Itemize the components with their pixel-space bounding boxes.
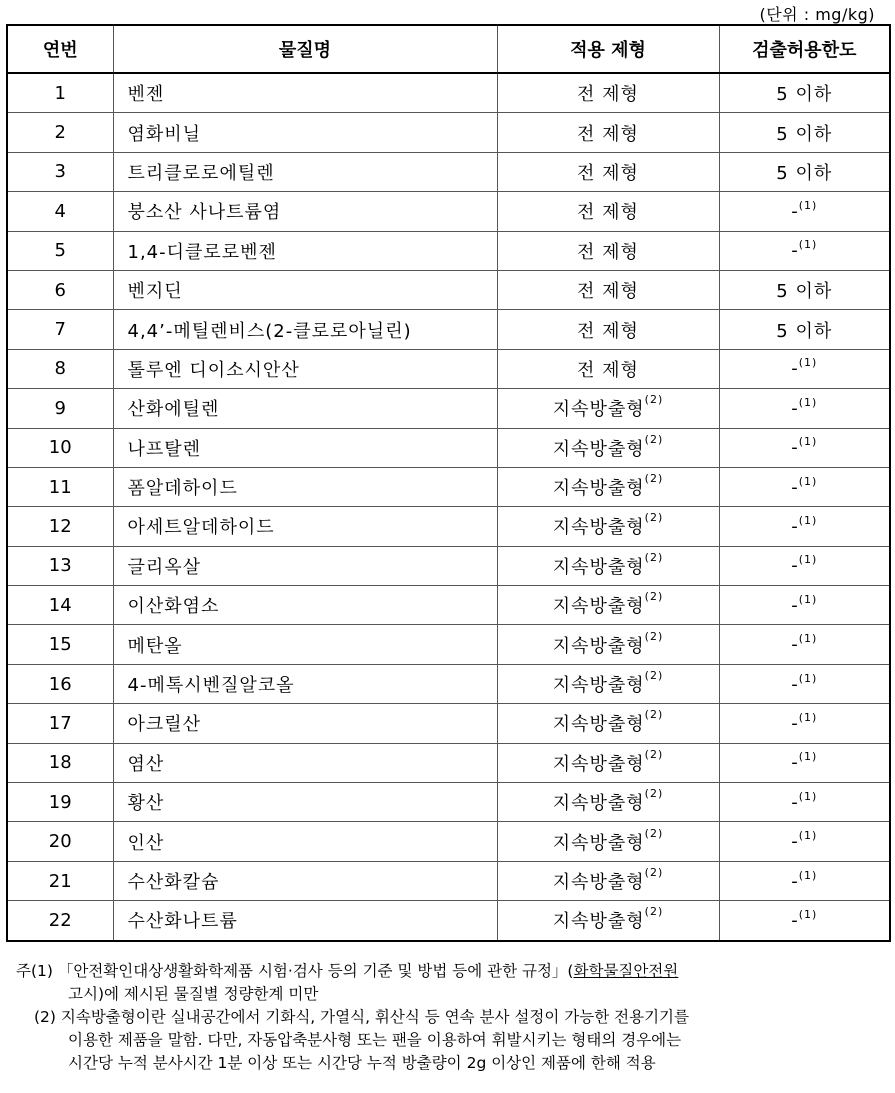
cell-no-text: 22 <box>48 909 72 931</box>
table-row <box>7 428 890 467</box>
cell-formulation-type-footnote-ref: (2) <box>644 747 664 761</box>
cell-detection-limit <box>719 625 890 664</box>
cell-detection-limit-footnote-ref: (1) <box>798 435 818 449</box>
cell-no-text: 16 <box>48 673 72 695</box>
cell-no-text: 15 <box>48 634 72 656</box>
cell-substance-name <box>113 467 497 506</box>
cell-substance-name <box>113 743 497 782</box>
cell-substance-name-text: 1,4-디클로로벤젠 <box>127 241 277 263</box>
cell-no <box>7 743 113 782</box>
cell-substance-name <box>113 507 497 546</box>
cell-detection-limit-footnote-ref: (1) <box>798 592 818 606</box>
cell-formulation-type <box>497 507 719 546</box>
cell-formulation-type-text: 지속방출형 <box>552 596 645 618</box>
cell-detection-limit <box>719 113 890 152</box>
cell-formulation-type <box>497 901 719 941</box>
cell-substance-name-text: 아크릴산 <box>127 714 202 736</box>
cell-formulation-type-text: 지속방출형 <box>552 635 645 657</box>
cell-no-text: 12 <box>48 515 72 537</box>
cell-no-text: 6 <box>54 279 66 301</box>
cell-detection-limit <box>719 270 890 309</box>
cell-formulation-type <box>497 861 719 900</box>
cell-substance-name <box>113 664 497 703</box>
table-row <box>7 507 890 546</box>
cell-no <box>7 349 113 388</box>
cell-detection-limit-text: 5 이하 <box>776 320 833 342</box>
cell-formulation-type <box>497 546 719 585</box>
cell-substance-name-text: 트리클로로에틸렌 <box>127 162 275 184</box>
table-row <box>7 586 890 625</box>
cell-no <box>7 310 113 349</box>
cell-formulation-type-footnote-ref: (2) <box>644 432 664 446</box>
cell-detection-limit <box>719 822 890 861</box>
cell-no-text: 17 <box>48 712 72 734</box>
cell-substance-name-text: 염산 <box>127 753 165 775</box>
cell-substance-name <box>113 704 497 743</box>
cell-formulation-type <box>497 783 719 822</box>
cell-detection-limit <box>719 901 890 941</box>
footnote-2-line2: 이용한 제품을 말함. 다만, 자동압축분사형 또는 팬을 이용하여 휘발시키는 형태의 경우에는 <box>68 1031 682 1049</box>
cell-no-text: 10 <box>48 437 72 459</box>
table-row <box>7 901 890 941</box>
header-no: 연번 <box>7 25 113 73</box>
cell-no <box>7 704 113 743</box>
cell-formulation-type-text: 전 제형 <box>577 241 639 263</box>
cell-formulation-type-text: 지속방출형 <box>552 793 645 815</box>
cell-detection-limit-text: 5 이하 <box>776 84 833 106</box>
cell-detection-limit-text: 5 이하 <box>776 123 833 145</box>
footnote-1-line2: 고시)에 제시된 물질별 정량한계 미만 <box>68 985 319 1003</box>
cell-detection-limit-footnote-ref: (1) <box>798 198 818 212</box>
cell-detection-limit <box>719 783 890 822</box>
cell-formulation-type <box>497 467 719 506</box>
cell-detection-limit <box>719 586 890 625</box>
cell-detection-limit-footnote-ref: (1) <box>798 671 818 685</box>
cell-substance-name <box>113 73 497 113</box>
cell-detection-limit-text: 5 이하 <box>776 162 833 184</box>
cell-no <box>7 507 113 546</box>
cell-formulation-type <box>497 704 719 743</box>
cell-no <box>7 231 113 270</box>
cell-detection-limit-text: - <box>791 358 799 380</box>
cell-detection-limit <box>719 467 890 506</box>
table-row <box>7 861 890 900</box>
cell-detection-limit-text: - <box>791 870 799 892</box>
cell-detection-limit <box>719 743 890 782</box>
cell-substance-name <box>113 861 497 900</box>
cell-detection-limit-text: - <box>791 555 799 577</box>
cell-detection-limit-text: - <box>791 594 799 616</box>
cell-formulation-type-footnote-ref: (2) <box>644 629 664 643</box>
cell-detection-limit-text: - <box>791 752 799 774</box>
cell-substance-name-text: 벤지딘 <box>127 281 183 303</box>
table-row <box>7 743 890 782</box>
cell-detection-limit <box>719 192 890 231</box>
cell-formulation-type <box>497 822 719 861</box>
cell-detection-limit <box>719 507 890 546</box>
cell-substance-name-text: 글리옥살 <box>127 556 202 578</box>
cell-no <box>7 270 113 309</box>
cell-detection-limit-footnote-ref: (1) <box>798 474 818 488</box>
cell-no <box>7 625 113 664</box>
cell-no-text: 11 <box>48 476 72 498</box>
cell-formulation-type <box>497 231 719 270</box>
table-row <box>7 310 890 349</box>
cell-detection-limit <box>719 349 890 388</box>
cell-detection-limit <box>719 152 890 191</box>
table-header-row <box>7 25 890 73</box>
cell-detection-limit-footnote-ref: (1) <box>798 829 818 843</box>
cell-formulation-type-text: 전 제형 <box>577 84 639 106</box>
cell-formulation-type-text: 지속방출형 <box>552 399 645 421</box>
cell-no <box>7 152 113 191</box>
cell-no-text: 3 <box>54 161 66 183</box>
cell-no-text: 2 <box>54 122 66 144</box>
cell-formulation-type <box>497 664 719 703</box>
cell-detection-limit-footnote-ref: (1) <box>798 710 818 724</box>
cell-substance-name-text: 4-메톡시벤질알코올 <box>127 675 295 697</box>
cell-detection-limit-footnote-ref: (1) <box>798 238 818 252</box>
cell-substance-name-text: 인산 <box>127 832 165 854</box>
cell-formulation-type-footnote-ref: (2) <box>644 826 664 840</box>
cell-formulation-type-footnote-ref: (2) <box>644 787 664 801</box>
cell-detection-limit <box>719 704 890 743</box>
cell-substance-name <box>113 349 497 388</box>
cell-substance-name <box>113 192 497 231</box>
cell-detection-limit <box>719 73 890 113</box>
cell-substance-name-text: 붕소산 사나트륨염 <box>127 202 282 224</box>
cell-detection-limit-text: - <box>791 200 799 222</box>
cell-formulation-type-footnote-ref: (2) <box>644 550 664 564</box>
cell-no <box>7 901 113 941</box>
cell-formulation-type-text: 지속방출형 <box>552 911 645 933</box>
cell-detection-limit <box>719 389 890 428</box>
cell-detection-limit-text: - <box>791 476 799 498</box>
footnote-2-line3: 시간당 누적 분사시간 1분 이상 또는 시간당 누적 방출량이 2g 이상인 제품에 한해 적용 <box>68 1054 656 1072</box>
cell-detection-limit-footnote-ref: (1) <box>798 868 818 882</box>
cell-detection-limit-footnote-ref: (1) <box>798 907 818 921</box>
cell-detection-limit-text: - <box>791 712 799 734</box>
cell-no-text: 19 <box>48 791 72 813</box>
cell-formulation-type-text: 지속방출형 <box>552 753 645 775</box>
cell-no-text: 20 <box>48 831 72 853</box>
cell-formulation-type-text: 전 제형 <box>577 202 639 224</box>
cell-substance-name-text: 폼알데하이드 <box>127 478 238 500</box>
cell-detection-limit <box>719 428 890 467</box>
cell-no-text: 21 <box>48 870 72 892</box>
table-row <box>7 822 890 861</box>
cell-no <box>7 113 113 152</box>
header-limit: 검출허용한도 <box>719 25 890 73</box>
cell-detection-limit-text: - <box>791 791 799 813</box>
cell-formulation-type-footnote-ref: (2) <box>644 866 664 879</box>
cell-substance-name-text: 벤젠 <box>127 84 165 106</box>
cell-no <box>7 467 113 506</box>
table-row <box>7 231 890 270</box>
cell-detection-limit-text: - <box>791 437 799 459</box>
footnote-2 <box>16 1006 886 1075</box>
cell-no <box>7 428 113 467</box>
cell-detection-limit-footnote-ref: (1) <box>798 513 818 527</box>
cell-detection-limit-text: - <box>791 673 799 695</box>
cell-formulation-type <box>497 428 719 467</box>
cell-no-text: 13 <box>48 555 72 577</box>
cell-detection-limit-footnote-ref: (1) <box>798 750 818 764</box>
cell-substance-name <box>113 901 497 941</box>
cell-no-text: 9 <box>54 397 66 419</box>
cell-formulation-type-text: 지속방출형 <box>552 517 645 539</box>
cell-substance-name <box>113 586 497 625</box>
cell-substance-name-text: 나프탈렌 <box>127 438 202 460</box>
cell-no <box>7 389 113 428</box>
cell-formulation-type-footnote-ref: (2) <box>644 472 664 486</box>
cell-no-text: 8 <box>54 358 66 380</box>
cell-substance-name-text: 메탄올 <box>127 635 183 657</box>
cell-formulation-type-text: 전 제형 <box>577 320 639 342</box>
table-row <box>7 349 890 388</box>
cell-formulation-type-text: 전 제형 <box>577 281 639 303</box>
cell-no <box>7 664 113 703</box>
table-row <box>7 546 890 585</box>
cell-detection-limit <box>719 310 890 349</box>
cell-detection-limit-text: - <box>791 240 799 262</box>
cell-detection-limit-text: 5 이하 <box>776 281 833 303</box>
footnote-1-text: 주(1) 「안전확인대상생활화학제품 시험·검사 등의 기준 및 방법 등에 관한 규정」( <box>16 962 574 980</box>
cell-no-text: 1 <box>54 82 66 104</box>
substance-table <box>6 24 891 942</box>
cell-detection-limit-text: - <box>791 831 799 853</box>
footnote-1-link[interactable]: 화학물질안전원 <box>573 962 679 980</box>
cell-substance-name-text: 산화에틸렌 <box>127 399 220 421</box>
cell-substance-name <box>113 310 497 349</box>
cell-formulation-type-text: 지속방출형 <box>552 438 645 460</box>
cell-detection-limit-footnote-ref: (1) <box>798 356 818 370</box>
cell-formulation-type <box>497 192 719 231</box>
cell-formulation-type-footnote-ref: (2) <box>644 905 664 919</box>
cell-detection-limit <box>719 664 890 703</box>
cell-formulation-type-footnote-ref: (2) <box>644 590 664 604</box>
cell-formulation-type-footnote-ref: (2) <box>644 708 664 722</box>
cell-substance-name-text: 황산 <box>127 793 165 815</box>
footnotes <box>16 960 886 1075</box>
cell-formulation-type <box>497 270 719 309</box>
cell-formulation-type <box>497 113 719 152</box>
cell-formulation-type <box>497 349 719 388</box>
cell-substance-name <box>113 152 497 191</box>
table-row <box>7 192 890 231</box>
table-row <box>7 467 890 506</box>
footnote-2-line1: (2) 지속방출형이란 실내공간에서 기화식, 가열식, 휘산식 등 연속 분사 설정이 가능한 전용기기를 <box>34 1008 689 1026</box>
cell-detection-limit <box>719 546 890 585</box>
cell-formulation-type <box>497 152 719 191</box>
table-row <box>7 389 890 428</box>
table-row <box>7 270 890 309</box>
cell-detection-limit-footnote-ref: (1) <box>798 632 818 646</box>
cell-substance-name-text: 수산화칼슘 <box>127 872 220 893</box>
cell-substance-name <box>113 389 497 428</box>
cell-formulation-type <box>497 310 719 349</box>
cell-substance-name-text: 수산화나트륨 <box>127 911 238 933</box>
cell-substance-name-text: 염화비닐 <box>127 123 202 145</box>
cell-detection-limit-text: - <box>791 397 799 419</box>
cell-no <box>7 861 113 900</box>
cell-detection-limit <box>719 231 890 270</box>
cell-detection-limit <box>719 861 890 900</box>
cell-formulation-type-footnote-ref: (2) <box>644 393 664 407</box>
table-row <box>7 783 890 822</box>
cell-substance-name <box>113 546 497 585</box>
cell-detection-limit-text: - <box>791 909 799 931</box>
cell-detection-limit-footnote-ref: (1) <box>798 553 818 567</box>
cell-formulation-type <box>497 389 719 428</box>
cell-no <box>7 586 113 625</box>
cell-substance-name <box>113 113 497 152</box>
cell-formulation-type <box>497 73 719 113</box>
cell-substance-name-text: 이산화염소 <box>127 596 220 618</box>
cell-formulation-type-footnote-ref: (2) <box>644 511 664 525</box>
table-row <box>7 704 890 743</box>
cell-substance-name-text: 4,4’-메틸렌비스(2-클로로아닐린) <box>127 320 412 342</box>
table-row <box>7 664 890 703</box>
table-row <box>7 625 890 664</box>
cell-formulation-type <box>497 586 719 625</box>
cell-no <box>7 822 113 861</box>
footnote-1 <box>16 960 886 1006</box>
cell-formulation-type-text: 지속방출형 <box>552 556 645 578</box>
cell-detection-limit-footnote-ref: (1) <box>798 789 818 803</box>
cell-substance-name <box>113 625 497 664</box>
cell-substance-name-text: 톨루엔 디이소시안산 <box>127 359 300 381</box>
cell-no <box>7 783 113 822</box>
header-type: 적용 제형 <box>497 25 719 73</box>
cell-formulation-type-text: 지속방출형 <box>552 675 645 697</box>
cell-formulation-type <box>497 743 719 782</box>
cell-substance-name <box>113 270 497 309</box>
cell-no-text: 18 <box>48 752 72 774</box>
cell-formulation-type-text: 전 제형 <box>577 123 639 145</box>
table-row <box>7 152 890 191</box>
cell-no <box>7 73 113 113</box>
cell-formulation-type <box>497 625 719 664</box>
cell-detection-limit-footnote-ref: (1) <box>798 395 818 409</box>
header-name: 물질명 <box>113 25 497 73</box>
cell-formulation-type-text: 지속방출형 <box>552 832 645 854</box>
cell-formulation-type-text: 전 제형 <box>577 359 639 381</box>
cell-substance-name <box>113 783 497 822</box>
cell-substance-name <box>113 231 497 270</box>
cell-no-text: 14 <box>48 594 72 616</box>
cell-no <box>7 546 113 585</box>
cell-formulation-type-text: 지속방출형 <box>552 872 645 893</box>
cell-substance-name-text: 아세트알데하이드 <box>127 517 275 539</box>
cell-formulation-type-text: 지속방출형 <box>552 478 645 500</box>
cell-detection-limit-text: - <box>791 634 799 656</box>
cell-no-text: 5 <box>54 240 66 262</box>
cell-no-text: 4 <box>54 200 66 222</box>
cell-formulation-type-text: 지속방출형 <box>552 714 645 736</box>
table-row <box>7 73 890 113</box>
cell-substance-name <box>113 822 497 861</box>
cell-formulation-type-text: 전 제형 <box>577 162 639 184</box>
cell-substance-name <box>113 428 497 467</box>
table-row <box>7 113 890 152</box>
cell-detection-limit-text: - <box>791 515 799 537</box>
cell-no-text: 7 <box>54 319 66 341</box>
cell-no <box>7 192 113 231</box>
cell-formulation-type-footnote-ref: (2) <box>644 669 664 683</box>
unit-label: (단위 : mg/kg) <box>759 5 875 24</box>
